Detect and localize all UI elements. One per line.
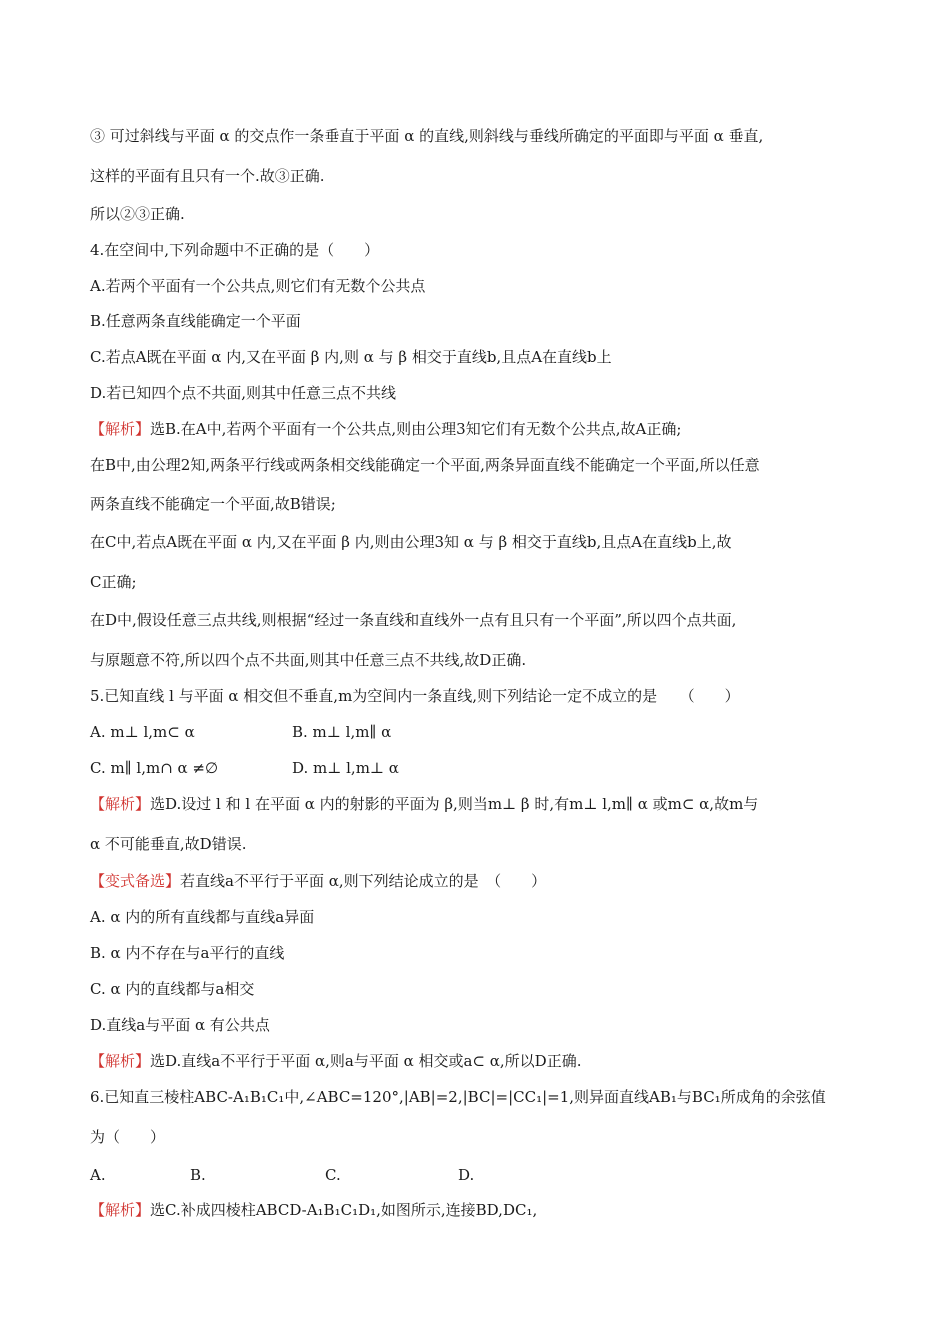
variant-tag: 【变式备选】 bbox=[90, 872, 181, 890]
option-5b: B. m⊥ l,m∥ α bbox=[292, 723, 392, 741]
text-line: ③ 可过斜线与平面 α 的交点作一条垂直于平面 α 的直线,则斜线与垂线所确定的平面即与平面 α 垂直, bbox=[90, 127, 764, 145]
variant-option-d: D.直线a与平面 α 有公共点 bbox=[90, 1016, 270, 1034]
solution-text: 选B.在A中,若两个平面有一个公共点,则由公理3知它们有无数个公共点,故A正确; bbox=[150, 420, 682, 438]
variant-option-b: B. α 内不存在与a平行的直线 bbox=[90, 944, 285, 962]
solution-tag: 【解析】 bbox=[90, 795, 151, 813]
variant-question bbox=[90, 871, 546, 891]
solution-tag: 【解析】 bbox=[90, 1201, 151, 1219]
text-line: 在B中,由公理2知,两条平行线或两条相交线能确定一个平面,两条异面直线不能确定一个平面,所以任意 bbox=[90, 456, 760, 474]
text-line: 两条直线不能确定一个平面,故B错误; bbox=[90, 495, 336, 513]
solution-text: 选C.补成四棱柱ABCD-A₁B₁C₁D₁,如图所示,连接BD,DC₁, bbox=[150, 1201, 538, 1219]
text-line: α 不可能垂直,故D错误. bbox=[90, 835, 247, 853]
option-5d: D. m⊥ l,m⊥ α bbox=[292, 759, 399, 777]
solution-tag: 【解析】 bbox=[90, 1052, 151, 1070]
text-line: 与原题意不符,所以四个点不共面,则其中任意三点不共线,故D正确. bbox=[90, 651, 527, 669]
option-6d: D. bbox=[458, 1166, 475, 1184]
option-6c: C. bbox=[325, 1166, 341, 1184]
solution-tag: 【解析】 bbox=[90, 420, 151, 438]
question-4: 4.在空间中,下列命题中不正确的是（ ） bbox=[90, 241, 380, 259]
option-5c: C. m∥ l,m∩ α ≠∅ bbox=[90, 759, 219, 777]
text-line: 在D中,假设任意三点共线,则根据“经过一条直线和直线外一点有且只有一个平面”,所以四个点共面, bbox=[90, 611, 737, 629]
text-line: 在C中,若点A既在平面 α 内,又在平面 β 内,则由公理3知 α 与 β 相交于直线b,且点A在直线b上,故 bbox=[90, 533, 732, 551]
question-5: 5.已知直线 l 与平面 α 相交但不垂直,m为空间内一条直线,则下列结论一定不成立的是 （ ） bbox=[90, 687, 740, 705]
question-6: 6.已知直三棱柱ABC-A₁B₁C₁中,∠ABC=120°,|AB|=2,|BC|=|CC₁|=1,则异面直线AB₁与BC₁所成角的余弦值 bbox=[90, 1088, 826, 1106]
solution-text: 选D.直线a不平行于平面 α,则a与平面 α 相交或a⊂ α,所以D正确. bbox=[150, 1052, 582, 1070]
question-6-cont: 为（ ） bbox=[90, 1128, 166, 1146]
text-line: 所以②③正确. bbox=[90, 205, 185, 223]
option-6a: A. bbox=[90, 1166, 106, 1184]
variant-solution bbox=[90, 1051, 581, 1071]
option-6b: B. bbox=[190, 1166, 206, 1184]
solution-6-line bbox=[90, 1200, 537, 1220]
text-line: C正确; bbox=[90, 573, 137, 591]
text-line: 这样的平面有且只有一个.故③正确. bbox=[90, 167, 325, 185]
solution-5-line bbox=[90, 794, 758, 814]
option-4b: B.任意两条直线能确定一个平面 bbox=[90, 312, 301, 330]
variant-option-a: A. α 内的所有直线都与直线a异面 bbox=[90, 908, 315, 926]
option-5a: A. m⊥ l,m⊂ α bbox=[90, 723, 195, 741]
variant-option-c: C. α 内的直线都与a相交 bbox=[90, 980, 255, 998]
option-4d: D.若已知四个点不共面,则其中任意三点不共线 bbox=[90, 384, 397, 402]
option-4a: A.若两个平面有一个公共点,则它们有无数个公共点 bbox=[90, 277, 426, 295]
solution-4-line bbox=[90, 419, 681, 439]
variant-text: 若直线a不平行于平面 α,则下列结论成立的是 （ ） bbox=[180, 872, 547, 890]
option-4c: C.若点A既在平面 α 内,又在平面 β 内,则 α 与 β 相交于直线b,且点A在直线b上 bbox=[90, 348, 612, 366]
solution-text: 选D.设过 l 和 l 在平面 α 内的射影的平面为 β,则当m⊥ β 时,有m⊥ l,m∥ α 或m⊂ α,故m与 bbox=[150, 795, 759, 813]
